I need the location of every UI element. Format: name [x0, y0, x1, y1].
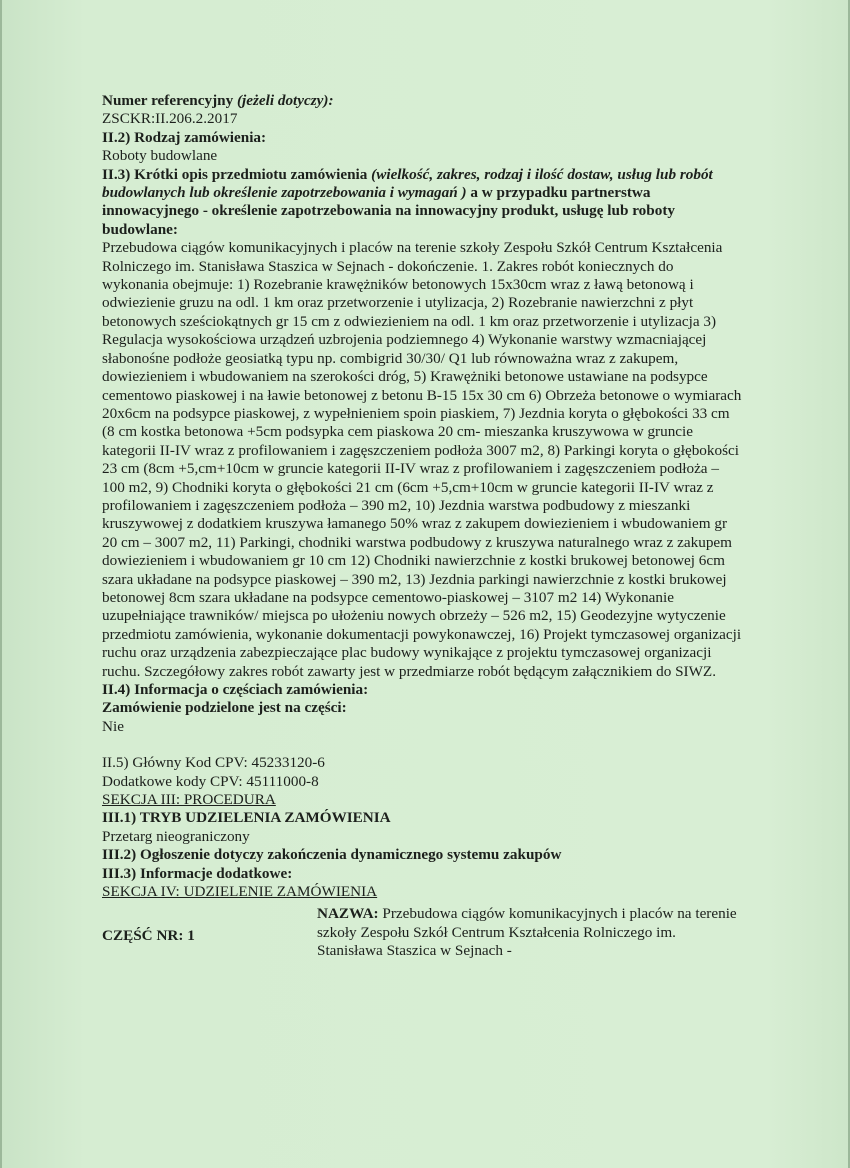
reference-heading: [102, 92, 742, 110]
additional-cpv: Dodatkowe kody CPV: 45111000-8: [102, 772, 319, 790]
spacer: [102, 736, 742, 754]
section-2-3-title: [102, 166, 742, 240]
section-2-3-body: Przebudowa ciągów komunikacyjnych i placów na terenie szkoły Zespołu Szkół Centrum Kształcenia Rolniczego im. Stanisława Staszica w Sejnach - dokończenie. 1. Zakres robót koniecznych do wykonania obejmuje: 1) Rozebranie krawężników betonowych 15x30cm wraz z ławą betonową i odwiezienie gruzu na odl. 1 km oraz przetworzenie i utylizacja, 2) Rozebranie nawierzchni z płyt betonowych sześciokątnych gr 15 cm z odwiezieniem na odl. 1 km oraz przetworzenie i utylizacja 3) Regulacja wysokościowa urządzeń uzbrojenia podziemnego 4) Wykonanie warstwy wzmacniającej słabonośne podłoże geosiatką typu np. combigrid 30/30/ Q1 lub równoważna wraz z zakupem, dowiezieniem i wbudowaniem na szerokości dróg, 5) Krawężniki betonowe ustawiane na podsypce cementowo piaskowej i na ławie betonowej z betonu B-15 15x 30 cm 6) Obrzeża betonowe o wymiarach 20x6cm na podsypce piaskowej, z wypełnieniem spoin piaskiem, 7) Jezdnia koryta o głębokości 33 cm (8 cm kostka betonowa +5cm podsypka cem piaskowa 20 cm- mieszanka kruszywowa w gruncie kategorii II-IV wraz z profilowaniem i zagęszczeniem podłoża 3007 m2, 8) Parkingi koryta o głębokości 23 cm (8cm +5,cm+10cm w gruncie kategorii II-IV wraz z profilowaniem i zagęszczeniem podłoża – 100 m2, 9) Chodniki koryta o głębokości 21 cm (6cm +5,cm+10cm w gruncie kategorii II-IV wraz z profilowaniem i zagęszczeniem podłoża – 390 m2, 10) Jezdnia warstwa podbudowy z mieszanki kruszywowej z dodatkiem kruszywa łamanego 50% wraz z zakupem dowiezieniem i wbudowaniem gr 20 cm – 3007 m2, 11) Parkingi, chodniki warstwa podbudowy z kruszywa naturalnego wraz z zakupem dowiezieniem i wbudowaniem gr 10 cm 12) Chodniki nawierzchnie z kostki brukowej betonowej 6cm szara układane na podsypce piaskowej – 390 m2, 13) Jezdnia parkingi nawierzchnie z kostki brukowej betonowej 8cm szara układane na podsypce cementowo-piaskowej – 3107 m2 14) Wykonanie uzupełniające trawników/ miejsca po ułożeniu nowych obrzeży – 526 m2, 15) Geodezyjne wytyczenie przedmiotu zamówienia, wykonanie dokumentacji powykonawczej, 16) Projekt tymczasowej organizacji ruchu oraz urządzenia zabezpieczające plac budowy wynikające z projektu tymczasowej organizacji ruchu. Szczegółowy zakres robót zawarty jest w przedmiarze robót będącym załącznikiem do SIWZ.: [102, 239, 742, 680]
reference-hint: (jeżeli dotyczy):: [236, 92, 334, 109]
scan-edge-left: [0, 0, 2, 1168]
reference-label: Numer referencyjny: [102, 92, 234, 109]
section-4-title: SEKCJA IV: UDZIELENIE ZAMÓWIENIA: [102, 883, 378, 901]
section-2-3-title-suffix: a w przypadku partnerstwa innowacyjnego - określenie zapotrzebowania na innowacyjny produkt, usługę lub roboty budowlane:: [102, 184, 675, 238]
section-2-2-title: II.2) Rodzaj zamówienia:: [102, 128, 267, 146]
section-3-1-title: III.1) TRYB UDZIELENIA ZAMÓWIENIA: [102, 809, 391, 827]
section-2-2-value: Roboty budowlane: [102, 147, 218, 165]
section-2-3-title-italic: (wielkość, zakres, rodzaj i ilość dostaw, usług lub robót budowlanych lub określenie zapotrzebowania i wymagań ): [102, 165, 713, 202]
part-block: [102, 905, 742, 995]
part-number: CZĘŚĆ NR: 1: [102, 927, 195, 945]
section-3-2-title: III.2) Ogłoszenie dotyczy zakończenia dynamicznego systemu zakupów: [102, 846, 562, 864]
section-3-1-value: Przetarg nieograniczony: [102, 827, 250, 845]
section-2-4-title: II.4) Informacja o częściach zamówienia:: [102, 681, 369, 698]
main-cpv: II.5) Główny Kod CPV: 45233120-6: [102, 754, 325, 772]
section-2-4-subtitle: Zamówienie podzielone jest na części:: [102, 699, 347, 717]
part-name: [317, 905, 737, 960]
part-name-value: Przebudowa ciągów komunikacyjnych i placów na terenie szkoły Zespołu Szkół Centrum Kształcenia Rolniczego im. Stanisława Staszica w Sejnach -: [317, 905, 737, 960]
section-2-3-title-prefix: II.3) Krótki opis przedmiotu zamówienia: [102, 165, 368, 183]
section-2-4-value: Nie: [102, 717, 124, 735]
document-body: [102, 92, 742, 995]
reference-value: ZSCKR:II.206.2.2017: [102, 110, 238, 128]
section-3-title: SEKCJA III: PROCEDURA: [102, 791, 276, 809]
part-name-label: NAZWA:: [317, 905, 379, 923]
section-3-3-title: III.3) Informacje dodatkowe:: [102, 864, 293, 882]
